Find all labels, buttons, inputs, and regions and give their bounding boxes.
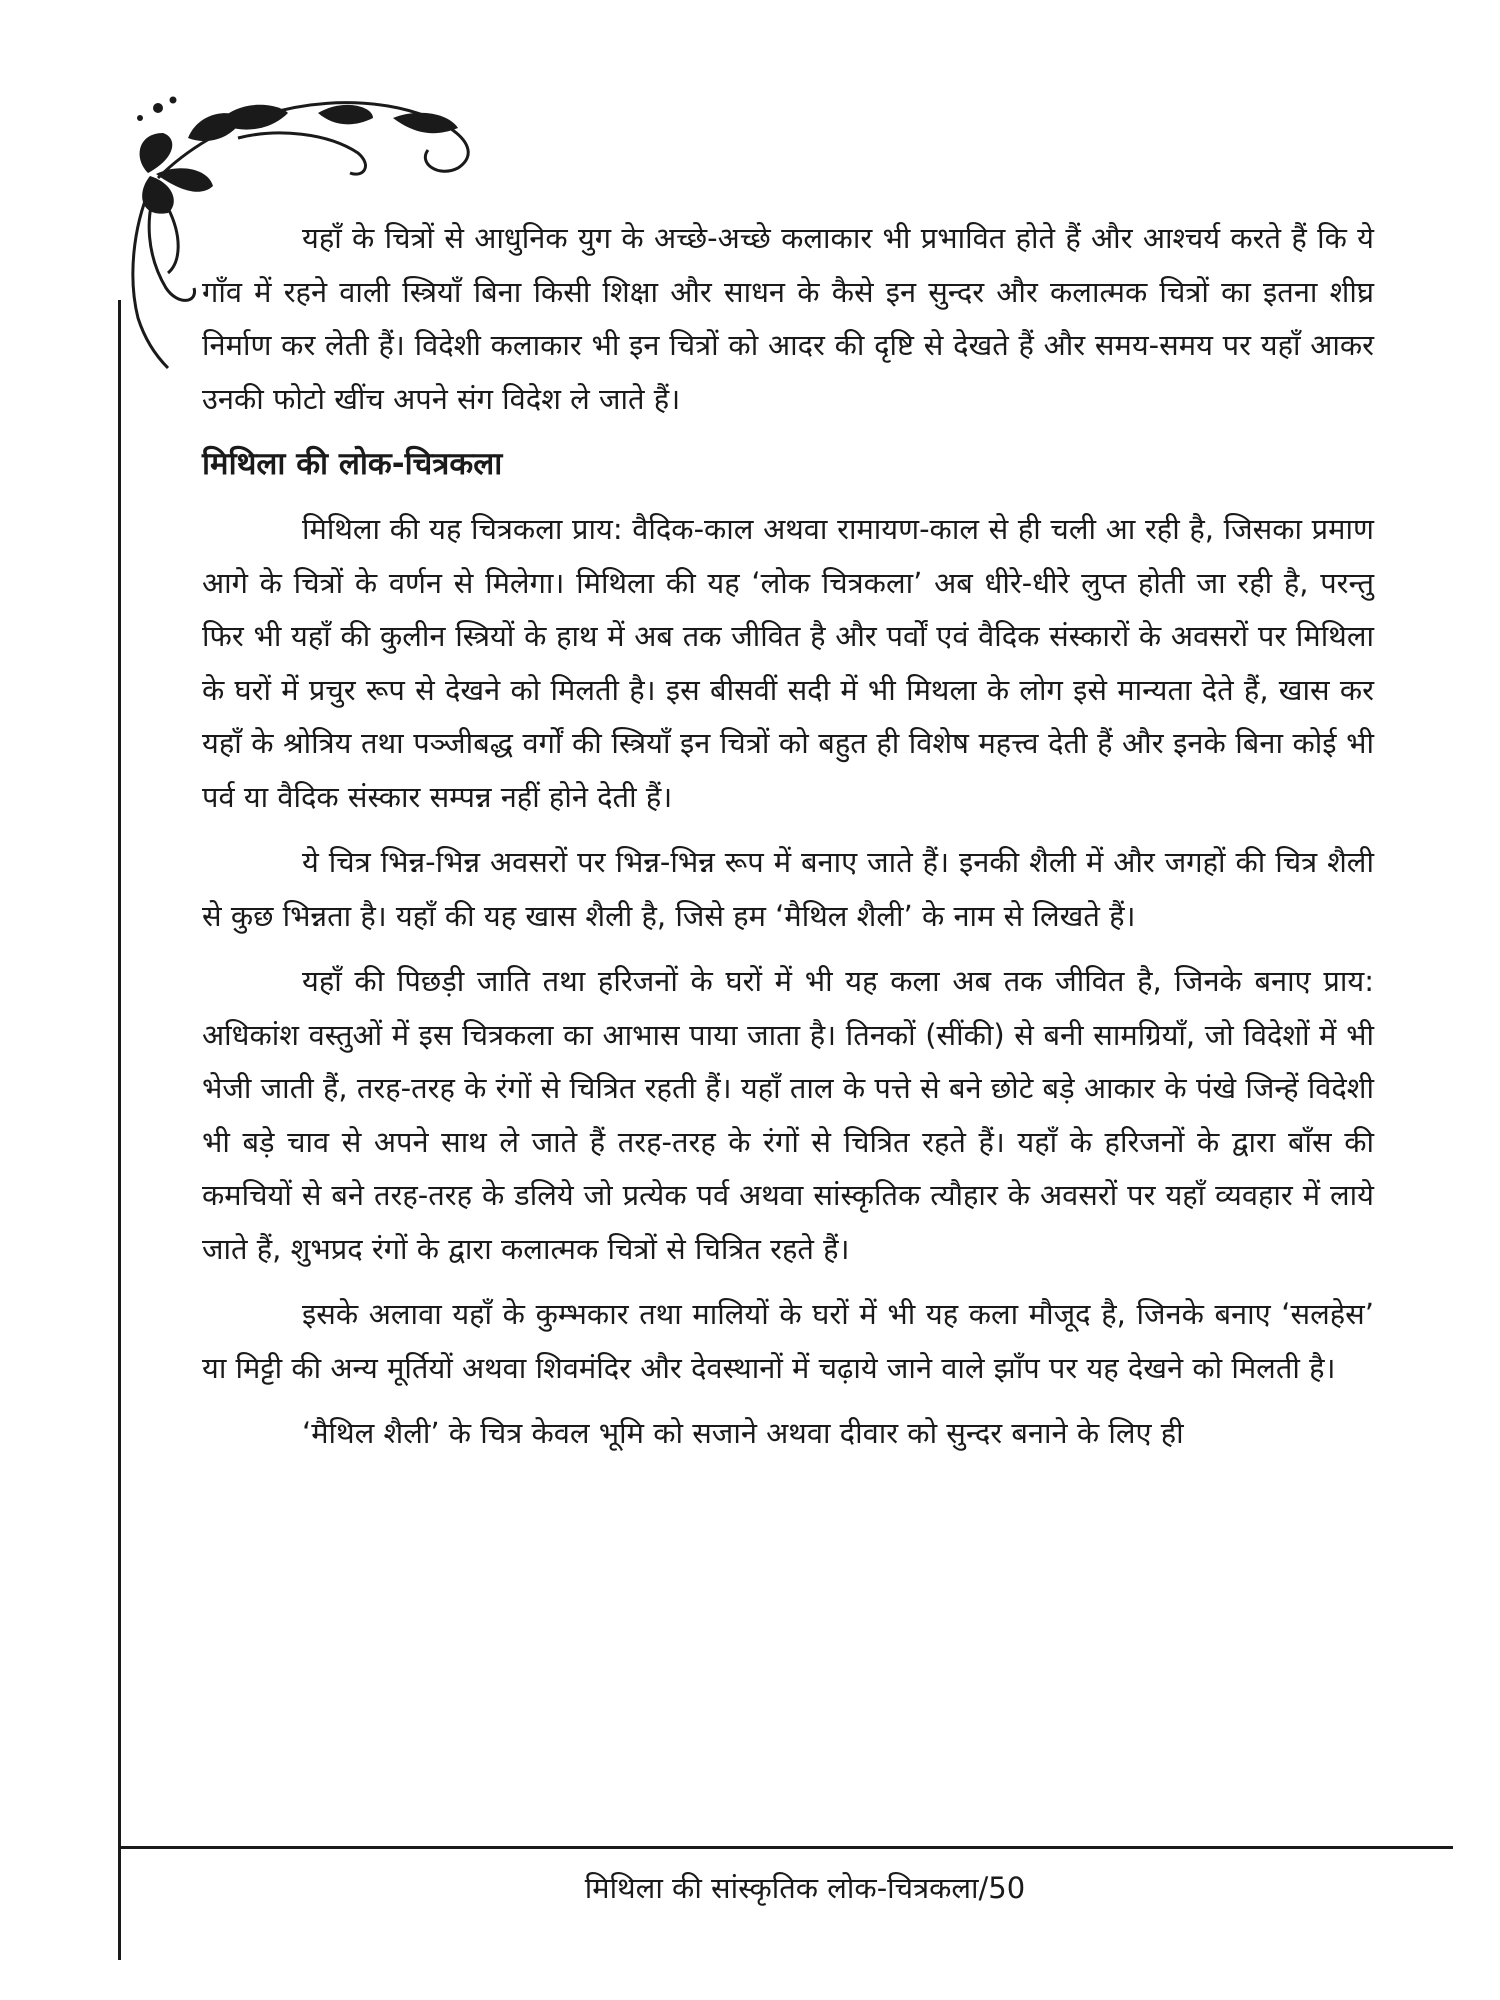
ornament-swirl-2 (238, 133, 366, 174)
left-vertical-rule (118, 300, 121, 1960)
page-footer (0, 1868, 1500, 1908)
ornament-swirl-1 (158, 103, 468, 178)
footer-rule (118, 1846, 1453, 1849)
ornament-dot-3 (137, 115, 143, 121)
ornament-dot-1 (153, 103, 163, 113)
section-heading: मिथिला की लोक-चित्रकला (202, 446, 503, 482)
paragraph: ‘मैथिल शैली’ के चित्र केवल भूमि को सजाने अथवा दीवार को सुन्दर बनाने के लिए ही (302, 1416, 1184, 1450)
paragraph: इसके अलावा यहाँ के कुम्भकार तथा मालियों के घरों में भी यह कला मौजूद है, जिनके बनाए ‘सलहेस’ या मिट्टी की अन्य मूर्तियों अथवा शिवमंदिर और देवस्थानों में चढ़ाये जाने वाले झाँप पर यह देखने को मिलती है। (202, 1297, 1374, 1385)
page-body (202, 212, 1374, 1473)
ornament-dot-2 (170, 97, 177, 104)
paragraph: मिथिला की यह चित्रकला प्राय: वैदिक-काल अथवा रामायण-काल से ही चली आ रही है, जिसका प्रमाण आगे के चित्रों के वर्णन से मिलेगा। मिथिला की यह ‘लोक चित्रकला’ अब धीरे-धीरे लुप्त होती जा रही है, परन्तु फिर भी यहाँ की कुलीन स्त्रियों के हाथ में अब तक जीवित है और पर्वों एवं वैदिक संस्कारों के अवसरों पर मिथिला के घरों में प्रचुर रूप से देखने को मिलती है। इस बीसवीं सदी में भी मिथला के लोग इसे मान्यता देते हैं, खास कर यहाँ के श्रोत्रिय तथा पञ्जीबद्ध वर्गों की स्त्रियाँ इन चित्रों को बहुत ही विशेष महत्त्व देती हैं और इनके बिना कोई भी पर्व या वैदिक संस्कार सम्पन्न नहीं होने देती हैं। (202, 512, 1374, 814)
ornament-swirl-5 (168, 208, 178, 273)
paragraph: यहाँ की पिछड़ी जाति तथा हरिजनों के घरों में भी यह कला अब तक जीवित है, जिनके बनाए प्राय: अधिकांश वस्तुओं में इस चित्रकला का आभास पाया जाता है। तिनकों (सींकी) से बनी सामग्रियाँ, जो विदेशों में भी भेजी जाती हैं, तरह-तरह के रंगों से चित्रित रहती हैं। यहाँ ताल के पत्ते से बने छोटे बड़े आकार के पंखे जिन्हें विदेशी भी बड़े चाव से अपने साथ ले जाते हैं तरह-तरह के रंगों से चित्रित रहते हैं। यहाँ के हरिजनों के द्वारा बाँस की कमचियों से बने तरह-तरह के डलिये जो प्रत्येक पर्व अथवा सांस्कृतिक त्यौहार के अवसरों पर यहाँ व्यवहार में लाये जाते हैं, शुभप्रद रंगों के द्वारा कलात्मक चित्रों से चित्रित रहते हैं। (202, 964, 1374, 1266)
footer-running-title: मिथिला की सांस्कृतिक लोक-चित्रकला/50 (584, 1871, 1026, 1905)
ornament-leaf-3 (318, 105, 373, 125)
ornament-petal-1 (140, 133, 173, 173)
paragraph: ये चित्र भिन्न-भिन्न अवसरों पर भिन्न-भिन्न रूप में बनाए जाते हैं। इनकी शैली में और जगहों की चित्र शैली से कुछ भिन्नता है। यहाँ की यह खास शैली है, जिसे हम ‘मैथिल शैली’ के नाम से लिखते हैं। (202, 845, 1374, 933)
paragraph-intro: यहाँ के चित्रों से आधुनिक युग के अच्छे-अच्छे कलाकार भी प्रभावित होते हैं और आश्चर्य करते हैं कि ये गाँव में रहने वाली स्त्रियाँ बिना किसी शिक्षा और साधन के कैसे इन सुन्दर और कलात्मक चित्रों का इतना शीघ्र निर्माण कर लेती हैं। विदेशी कलाकार भी इन चित्रों को आदर की दृष्टि से देखते हैं और समय-समय पर यहाँ आकर उनकी फोटो खींच अपने संग विदेश ले जाते हैं। (202, 221, 1374, 416)
